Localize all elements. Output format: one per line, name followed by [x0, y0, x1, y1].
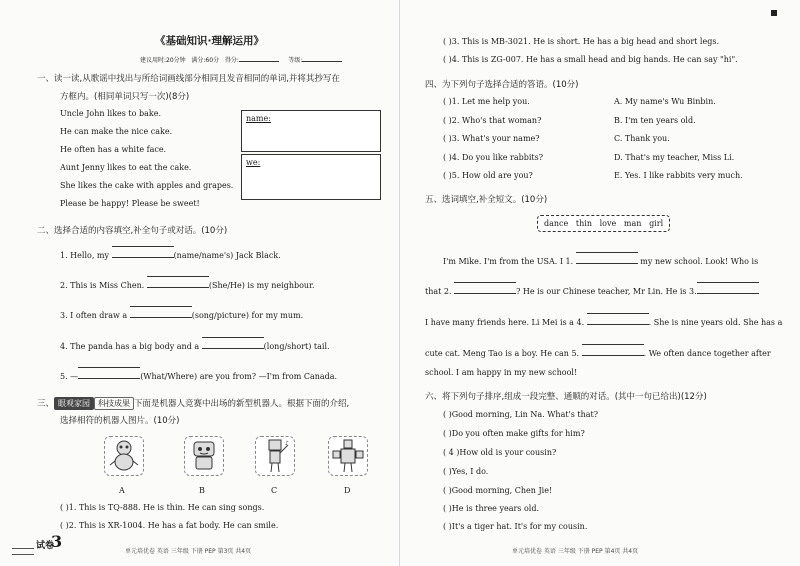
q2-text-b: (She/He) is my neighbour. — [208, 281, 315, 290]
q1-text-a: 1. Hello, my — [60, 251, 110, 260]
s4-answer: D. That's my teacher, Miss Li. — [614, 153, 735, 162]
s4-answer: C. Thank you. — [614, 134, 670, 143]
s1-line: He can make the nice cake. — [60, 127, 173, 136]
s6-item[interactable]: ( )Do you often make gifts for him? — [443, 429, 585, 438]
word-thin: thin — [575, 219, 592, 228]
s4-question[interactable]: ( )5. How old are you? — [443, 171, 533, 180]
s1-line: She likes the cake with apples and grapes. — [60, 181, 234, 190]
s6-item[interactable]: ( )He is three years old. — [443, 504, 539, 513]
blank-3[interactable] — [697, 284, 759, 294]
s4-question[interactable]: ( )1. Let me help you. — [443, 97, 530, 106]
blank-4[interactable] — [587, 315, 649, 325]
q5-text-a: 5. — — [60, 372, 79, 381]
right-footer-text: 单元培优卷 英语 三年级 下册 PEP 第4页 共4页 — [512, 548, 639, 555]
s4-answer: A. My name's Wu Binbin. — [614, 97, 716, 106]
s6-item[interactable]: ( )It's a tiger hat. It's for my cousin. — [443, 522, 588, 531]
p2-text-b: ? He is our Chinese teacher, Mr Lin. He is 3. — [516, 287, 697, 296]
q3-blank[interactable] — [130, 308, 192, 318]
tag-tech: 科技成果 — [94, 397, 134, 410]
q5-blank[interactable] — [78, 369, 140, 379]
s4-question[interactable]: ( )3. What's your name? — [443, 134, 540, 143]
s5-para-line3 — [425, 315, 782, 327]
meta-grade: 等级: — [288, 57, 303, 64]
page-divider — [399, 0, 400, 566]
word-dance: dance — [544, 219, 569, 228]
s6-item[interactable]: ( )Good morning, Chen Jie! — [443, 486, 553, 495]
s6-item[interactable]: ( )Yes, I do. — [443, 467, 489, 476]
meta-time: 建议用时:20分钟 — [140, 57, 186, 64]
answer-box-we[interactable] — [241, 154, 381, 200]
s5-para-line5: school. I am happy in my new school! — [425, 368, 578, 377]
robot-label-d: D — [344, 486, 351, 495]
svg-text:♪: ♪ — [285, 440, 289, 447]
s3-num: 三、 — [37, 399, 55, 409]
s1-heading2: 方框内。(相同单词只写一次)(8分) — [60, 92, 190, 102]
robot-b-icon — [185, 437, 223, 475]
robot-d-icon — [329, 437, 367, 475]
p1-text-a: I'm Mike. I'm from the USA. I 1. — [443, 257, 574, 266]
word-love: love — [599, 219, 617, 228]
corner-mark — [771, 10, 777, 16]
s2-q3 — [60, 308, 303, 320]
left-footer-text: 单元培优卷 英语 三年级 下册 PEP 第3页 共4页 — [125, 548, 252, 555]
blank-2[interactable] — [454, 284, 516, 294]
q4-text-a: 4. The panda has a big body and a — [60, 342, 200, 351]
s5-para-line4 — [425, 346, 771, 358]
s4-question[interactable]: ( )4. Do you like rabbits? — [443, 153, 544, 162]
s2-q2 — [60, 278, 315, 290]
left-title: 《基础知识·理解运用》 — [155, 35, 264, 47]
s2-q5 — [60, 369, 337, 381]
s3-heading2: 选择相符的机器人图片。(10分) — [60, 416, 180, 426]
s3-item[interactable]: ( )1. This is TQ-888. He is thin. He can sing songs. — [60, 503, 265, 512]
footer-deco — [12, 548, 34, 555]
s5-heading: 五、选词填空,补全短文。(10分) — [425, 195, 548, 205]
p3-text-b: . She is nine years old. She has a — [648, 318, 783, 327]
word-girl: girl — [649, 219, 664, 228]
q4-text-b: (long/short) tail. — [263, 342, 330, 351]
p3-text-a: I have many friends here. Li Mei is a 4. — [425, 318, 585, 327]
s6-item[interactable]: ( )Good morning, Lin Na. What's that? — [443, 410, 599, 419]
p4-text-b: . We often dance together after — [643, 349, 771, 358]
p2-text-a: that 2. — [425, 287, 452, 296]
word-man: man — [623, 219, 642, 228]
s2-q4 — [60, 339, 330, 351]
s3-heading — [37, 397, 349, 410]
meta-got-blank[interactable] — [239, 52, 279, 62]
q2-text-a: 2. This is Miss Chen. — [60, 281, 145, 290]
box-label-we: we: — [246, 158, 261, 167]
q1-text-b: (name/name's) Jack Black. — [173, 251, 281, 260]
robot-label-c: C — [271, 486, 278, 495]
word-bank — [537, 215, 670, 232]
s5-para-line1 — [443, 254, 758, 266]
s6-item[interactable]: ( 4 )How old is your cousin? — [443, 448, 557, 457]
s2-q1 — [60, 248, 281, 260]
q3-text-a: 3. I often draw a — [60, 311, 128, 320]
s3-item[interactable]: ( )3. This is MB-3021. He is short. He has a big head and short legs. — [443, 37, 719, 46]
robot-a-icon — [105, 437, 143, 475]
meta-grade-blank[interactable] — [302, 52, 342, 62]
blank-5[interactable] — [582, 346, 644, 356]
robot-d-image[interactable] — [328, 436, 368, 476]
s1-line: Uncle John likes to bake. — [60, 109, 162, 118]
robot-c-icon — [256, 437, 294, 475]
s4-question[interactable]: ( )2. Who's that woman? — [443, 116, 542, 125]
s2-heading: 二、选择合适的内容填空,补全句子或对话。(10分) — [37, 226, 228, 236]
s4-heading: 四、为下列句子选择合适的答语。(10分) — [425, 80, 579, 90]
left-meta — [140, 52, 342, 64]
p4-text-a: cute cat. Meng Tao is a boy. He can 5. — [425, 349, 580, 358]
s5-para-line2 — [425, 284, 759, 296]
robot-label-b: B — [199, 486, 205, 495]
s4-answer: B. I'm ten years old. — [614, 116, 696, 125]
q3-text-b: (song/picture) for my mum. — [191, 311, 304, 320]
s4-answer: E. Yes. I like rabbits very much. — [614, 171, 743, 180]
footer-paper-num: 3 — [51, 532, 63, 551]
p1-text-b: my new school. Look! Who is — [640, 257, 759, 266]
robot-label-a: A — [119, 486, 125, 495]
s1-line: Please be happy! Please be sweet! — [60, 199, 200, 208]
s3-item[interactable]: ( )4. This is ZG-007. He has a small head and big hands. He can say "hi". — [443, 55, 738, 64]
q1-blank[interactable] — [112, 248, 174, 258]
answer-box-name[interactable] — [241, 110, 381, 152]
meta-got: 得分: — [224, 57, 239, 64]
s1-line: He often has a white face. — [60, 145, 167, 154]
s1-heading: 一、读一读,从歌谣中找出与所给词画线部分相同且发音相同的单词,并将其抄写在 — [37, 74, 340, 84]
box-label-name: name: — [246, 114, 271, 123]
robot-c-image[interactable] — [255, 436, 295, 476]
s3-item[interactable]: ( )2. This is XR-1004. He has a fat body. He can smile. — [60, 521, 279, 530]
s3-heading-text: 下面是机器人竞赛中出场的新型机器人。根据下面的介绍, — [134, 399, 350, 409]
q5-text-b: (What/Where) are you from? —I'm from Canada. — [140, 372, 338, 381]
q4-blank[interactable] — [202, 339, 264, 349]
tag-eye: 眼观家园 — [54, 397, 94, 410]
s6-heading: 六、将下列句子排序,组成一段完整、通顺的对话。(其中一句已给出)(12分) — [425, 392, 707, 402]
q2-blank[interactable] — [147, 278, 209, 288]
blank-1[interactable] — [576, 254, 638, 264]
meta-score: 满分:60分 — [191, 57, 220, 64]
s1-line: Aunt Jenny likes to eat the cake. — [60, 163, 192, 172]
robot-a-image[interactable] — [104, 436, 144, 476]
robot-b-image[interactable] — [184, 436, 224, 476]
footer-paper-label: 试卷 — [36, 541, 55, 551]
